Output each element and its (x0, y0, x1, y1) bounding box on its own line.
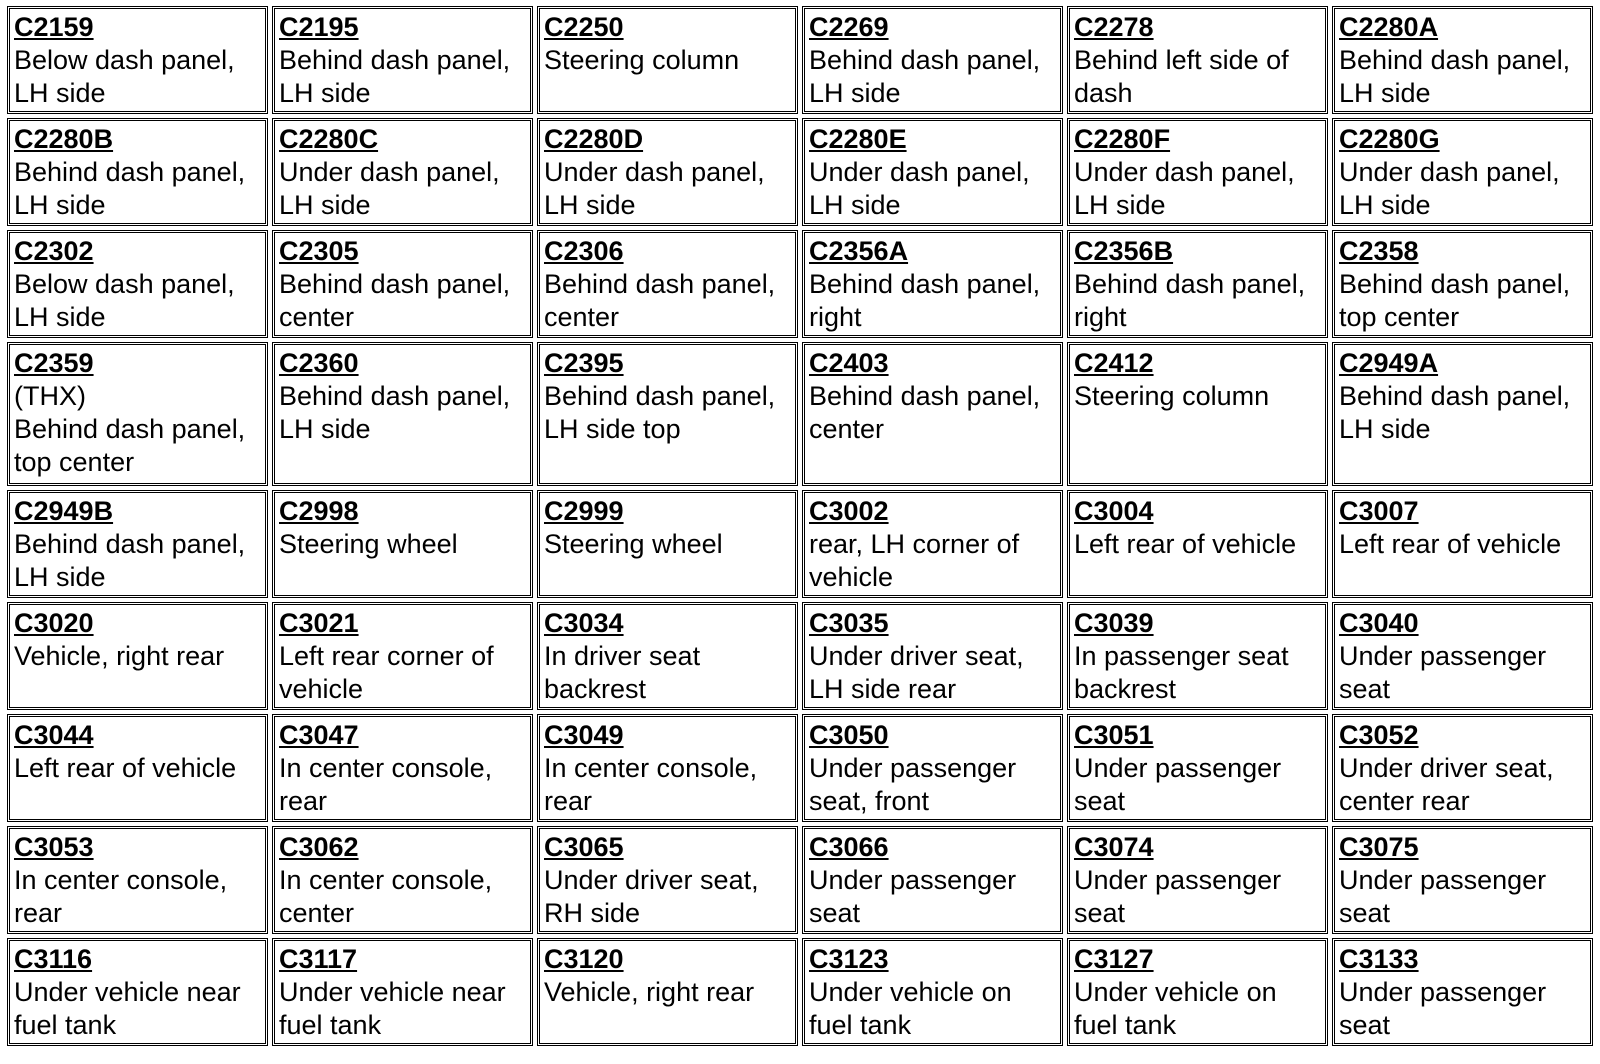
table-body (7, 6, 1593, 1046)
connector-location: Behind dash panel, LH side (14, 529, 246, 592)
connector-cell (7, 602, 268, 710)
connector-location: In center console, rear (14, 865, 228, 928)
connector-location: Under passenger seat (1339, 641, 1547, 704)
connector-cell (272, 342, 533, 486)
connector-location: Behind dash panel, LH side top (544, 381, 776, 444)
connector-location: In center console, rear (544, 753, 758, 816)
connector-cell (7, 714, 268, 822)
connector-code: C2949A (1339, 348, 1439, 378)
table-row (7, 230, 1593, 338)
connector-code: C3051 (1074, 720, 1154, 750)
connector-code: C3004 (1074, 496, 1154, 526)
connector-code: C3065 (544, 832, 624, 862)
connector-cell (1332, 826, 1593, 934)
connector-location: In driver seat backrest (544, 641, 701, 704)
connector-variant: (THX) (14, 381, 86, 411)
connector-code: C3047 (279, 720, 359, 750)
connector-code: C2359 (14, 348, 94, 378)
connector-location: Under dash panel, LH side (1074, 157, 1295, 220)
connector-code: C2280B (14, 124, 114, 154)
connector-code: C3127 (1074, 944, 1154, 974)
connector-code: C3117 (279, 944, 358, 974)
connector-cell (1067, 490, 1328, 598)
connector-location: Below dash panel, LH side (14, 269, 235, 332)
connector-location: Under vehicle on fuel tank (1074, 977, 1277, 1040)
connector-code: C2403 (809, 348, 889, 378)
connector-code: C3074 (1074, 832, 1154, 862)
connector-cell (802, 118, 1063, 226)
connector-code: C3053 (14, 832, 94, 862)
connector-cell (537, 602, 798, 710)
connector-cell (7, 342, 268, 486)
connector-cell (1332, 230, 1593, 338)
connector-cell (1067, 342, 1328, 486)
connector-cell (802, 602, 1063, 710)
table-row (7, 6, 1593, 114)
connector-code: C3116 (14, 944, 93, 974)
connector-code: C3034 (544, 608, 624, 638)
connector-location-table (3, 2, 1597, 1050)
connector-code: C3062 (279, 832, 359, 862)
table-row (7, 118, 1593, 226)
connector-cell (1067, 118, 1328, 226)
connector-cell (272, 118, 533, 226)
connector-cell (802, 826, 1063, 934)
connector-code: C2949B (14, 496, 114, 526)
table-row (7, 938, 1593, 1046)
connector-cell (1332, 342, 1593, 486)
connector-location: Vehicle, right rear (14, 641, 225, 671)
connector-code: C3039 (1074, 608, 1154, 638)
connector-cell (7, 938, 268, 1046)
connector-location: Behind dash panel, LH side (14, 157, 246, 220)
connector-location: Steering wheel (544, 529, 723, 559)
connector-location: Under vehicle near fuel tank (279, 977, 506, 1040)
connector-code: C2278 (1074, 12, 1154, 42)
connector-location: Behind dash panel, right (1074, 269, 1306, 332)
connector-location: Left rear of vehicle (14, 753, 237, 783)
connector-location: Below dash panel, LH side (14, 45, 235, 108)
connector-location: Behind dash panel, LH side (1339, 381, 1571, 444)
connector-cell (7, 118, 268, 226)
connector-code: C2305 (279, 236, 359, 266)
connector-location: Under dash panel, LH side (279, 157, 500, 220)
connector-location: rear, LH corner of vehicle (809, 529, 1020, 592)
connector-location: Left rear of vehicle (1074, 529, 1297, 559)
connector-cell (272, 230, 533, 338)
connector-cell (1332, 118, 1593, 226)
connector-cell (537, 230, 798, 338)
connector-code: C2280E (809, 124, 907, 154)
connector-location: Under dash panel, LH side (544, 157, 765, 220)
connector-location: Behind dash panel, LH side (809, 45, 1041, 108)
connector-cell (7, 230, 268, 338)
connector-cell (7, 826, 268, 934)
connector-location: Under passenger seat (809, 865, 1017, 928)
connector-cell (272, 602, 533, 710)
connector-location: Behind dash panel, center (279, 269, 511, 332)
connector-code: C3007 (1339, 496, 1419, 526)
connector-code: C2412 (1074, 348, 1154, 378)
connector-cell (272, 490, 533, 598)
connector-cell (1332, 6, 1593, 114)
connector-code: C2356B (1074, 236, 1174, 266)
connector-location: Under dash panel, LH side (809, 157, 1030, 220)
connector-code: C2159 (14, 12, 94, 42)
connector-location: Steering column (544, 45, 740, 75)
connector-cell (272, 714, 533, 822)
connector-cell (1067, 938, 1328, 1046)
connector-cell (537, 938, 798, 1046)
connector-code: C2280D (544, 124, 644, 154)
connector-code: C2356A (809, 236, 909, 266)
connector-location: Behind dash panel, LH side (1339, 45, 1571, 108)
connector-cell (1067, 826, 1328, 934)
connector-location: Under driver seat, RH side (544, 865, 759, 928)
connector-location: Behind dash panel, LH side (279, 381, 511, 444)
connector-code: C2250 (544, 12, 624, 42)
connector-location: Vehicle, right rear (544, 977, 755, 1007)
connector-location: Behind dash panel, center (544, 269, 776, 332)
connector-location: Under dash panel, LH side (1339, 157, 1560, 220)
connector-cell (802, 342, 1063, 486)
connector-cell (272, 938, 533, 1046)
table-row (7, 342, 1593, 486)
connector-location: Under passenger seat (1339, 865, 1547, 928)
connector-code: C2306 (544, 236, 624, 266)
connector-code: C2280C (279, 124, 379, 154)
connector-location: Under passenger seat (1074, 753, 1282, 816)
connector-cell (1067, 6, 1328, 114)
connector-code: C3040 (1339, 608, 1419, 638)
connector-code: C3123 (809, 944, 889, 974)
connector-cell (537, 714, 798, 822)
connector-cell (537, 6, 798, 114)
connector-code: C3052 (1339, 720, 1419, 750)
connector-location: Under passenger seat (1339, 977, 1547, 1040)
connector-location: Behind dash panel, top center (1339, 269, 1571, 332)
connector-code: C2395 (544, 348, 624, 378)
connector-location: Under driver seat, LH side rear (809, 641, 1024, 704)
connector-code: C3021 (279, 608, 359, 638)
connector-code: C3050 (809, 720, 889, 750)
connector-cell (802, 230, 1063, 338)
connector-location: Under passenger seat, front (809, 753, 1017, 816)
connector-cell (537, 342, 798, 486)
connector-cell (802, 490, 1063, 598)
connector-cell (1067, 714, 1328, 822)
connector-location: Behind left side of dash (1074, 45, 1289, 108)
connector-location: Under vehicle on fuel tank (809, 977, 1012, 1040)
connector-cell (272, 6, 533, 114)
connector-location: Steering wheel (279, 529, 458, 559)
connector-code: C3049 (544, 720, 624, 750)
table-row (7, 602, 1593, 710)
connector-location: In center console, center (279, 865, 493, 928)
connector-cell (537, 118, 798, 226)
connector-cell (1067, 230, 1328, 338)
connector-code: C2998 (279, 496, 359, 526)
connector-cell (1332, 714, 1593, 822)
connector-code: C3035 (809, 608, 889, 638)
connector-location: Behind dash panel, center (809, 381, 1041, 444)
connector-cell (1332, 490, 1593, 598)
connector-location: Left rear corner of vehicle (279, 641, 494, 704)
connector-code: C3066 (809, 832, 889, 862)
table-row (7, 826, 1593, 934)
connector-cell (7, 490, 268, 598)
connector-location: Behind dash panel, top center (14, 414, 246, 477)
connector-code: C2280G (1339, 124, 1440, 154)
connector-code: C3133 (1339, 944, 1419, 974)
connector-location: Under vehicle near fuel tank (14, 977, 241, 1040)
connector-code: C2999 (544, 496, 624, 526)
connector-location: Left rear of vehicle (1339, 529, 1562, 559)
connector-cell (7, 6, 268, 114)
connector-code: C3020 (14, 608, 94, 638)
connector-cell (802, 6, 1063, 114)
connector-cell (537, 490, 798, 598)
connector-code: C2280A (1339, 12, 1439, 42)
connector-code: C3044 (14, 720, 94, 750)
connector-code: C2302 (14, 236, 94, 266)
connector-code: C3075 (1339, 832, 1419, 862)
connector-location: Under passenger seat (1074, 865, 1282, 928)
connector-cell (802, 938, 1063, 1046)
connector-code: C2195 (279, 12, 359, 42)
connector-code: C2280F (1074, 124, 1171, 154)
connector-cell (272, 826, 533, 934)
connector-location: In passenger seat backrest (1074, 641, 1289, 704)
connector-location: Behind dash panel, LH side (279, 45, 511, 108)
connector-location: Under driver seat, center rear (1339, 753, 1554, 816)
connector-code: C3002 (809, 496, 889, 526)
connector-location: Behind dash panel, right (809, 269, 1041, 332)
connector-code: C2269 (809, 12, 889, 42)
connector-code: C3120 (544, 944, 624, 974)
connector-cell (537, 826, 798, 934)
connector-location: Steering column (1074, 381, 1270, 411)
connector-code: C2358 (1339, 236, 1419, 266)
table-row (7, 490, 1593, 598)
connector-cell (1332, 602, 1593, 710)
connector-cell (1067, 602, 1328, 710)
connector-cell (1332, 938, 1593, 1046)
connector-cell (802, 714, 1063, 822)
connector-code: C2360 (279, 348, 359, 378)
connector-location: In center console, rear (279, 753, 493, 816)
table-row (7, 714, 1593, 822)
